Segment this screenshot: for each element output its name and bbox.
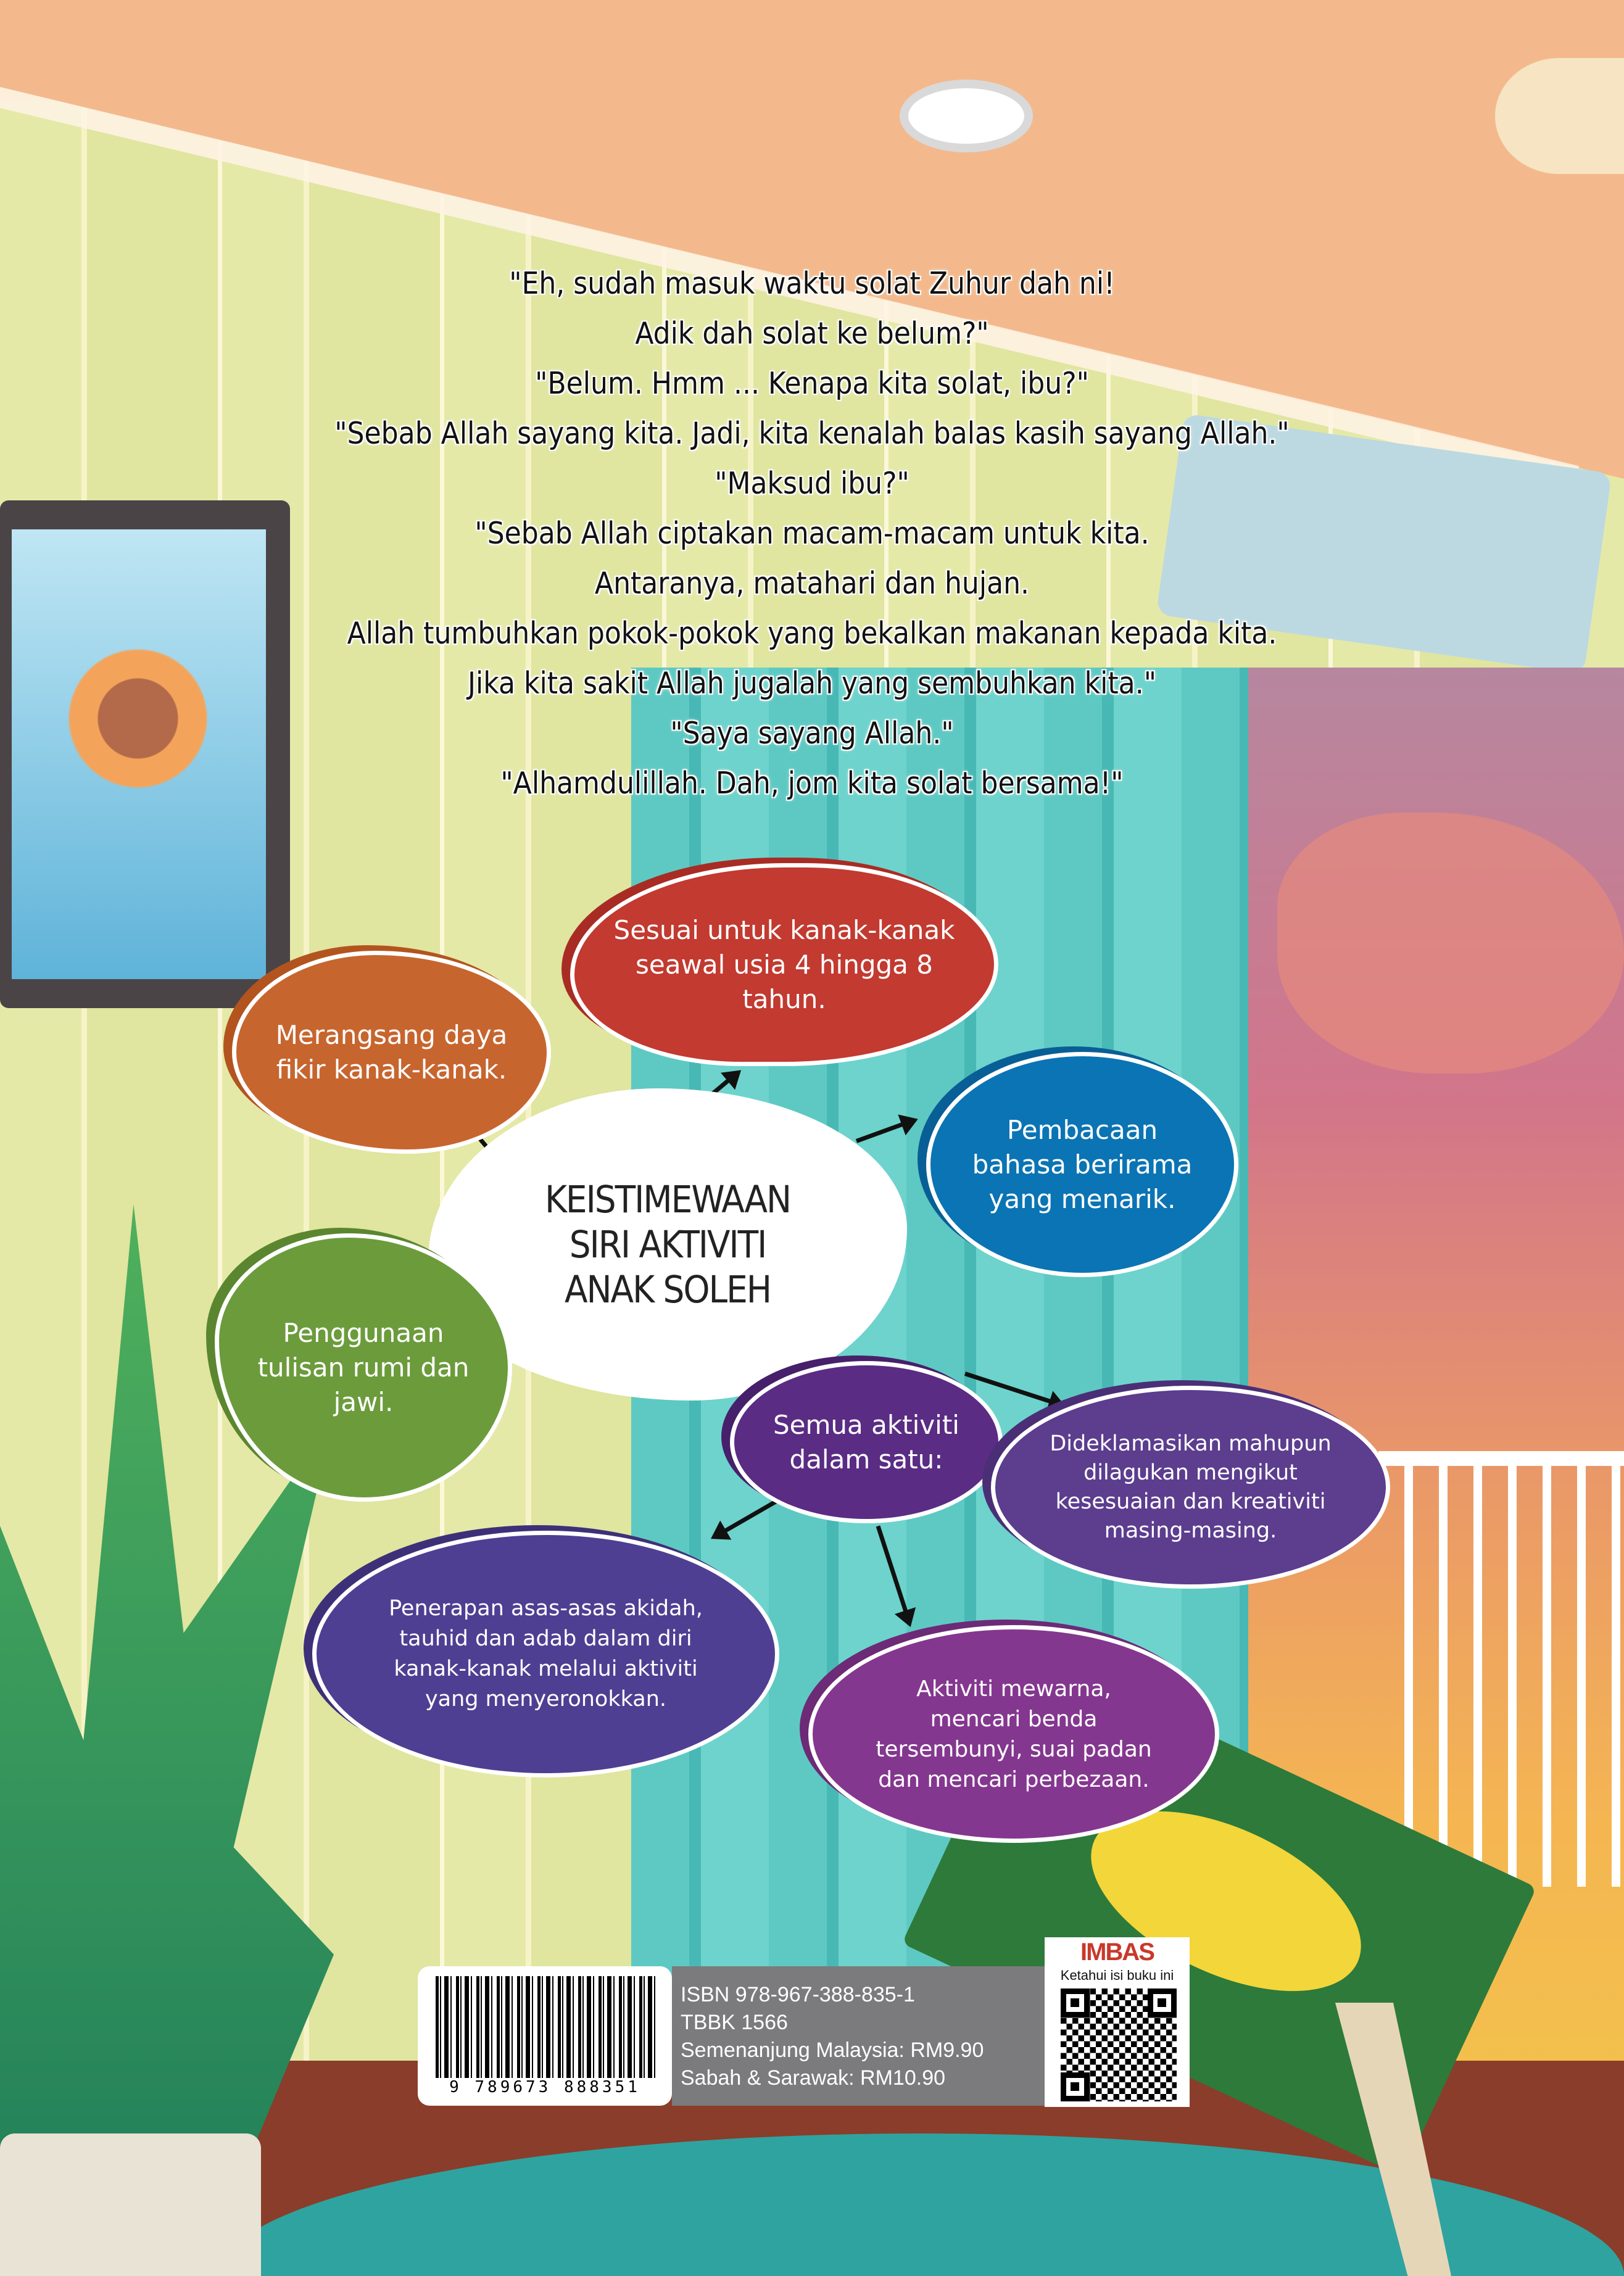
feature-text: Aktiviti mewarna, mencari benda tersembunyi, suai padan dan mencari perbezaan. — [876, 1676, 1152, 1792]
barcode — [436, 1976, 657, 2078]
qr-code-icon[interactable] — [1061, 1988, 1177, 2101]
features-title-line: KEISTIMEWAAN — [544, 1177, 791, 1222]
tbbk: TBBK 1566 — [681, 2011, 788, 2034]
feature-activities — [808, 1625, 1219, 1843]
story-line: Antaranya, matahari dan hujan. — [594, 566, 1030, 601]
feature-text: Merangsang daya fikir kanak-kanak. — [275, 1019, 508, 1085]
features-title-line: SIRI AKTIVITI — [569, 1222, 766, 1267]
story-line: Adik dah solat ke belum?" — [635, 316, 989, 351]
book-info-panel — [672, 1966, 1045, 2106]
story-text — [0, 259, 1624, 808]
qr-finder-icon — [1061, 1988, 1090, 2017]
balcony-railing — [1378, 1451, 1624, 1887]
story-line: "Belum. Hmm ... Kenapa kita solat, ibu?" — [535, 366, 1089, 401]
barcode-digits: 9 789673 888351 — [449, 2078, 640, 2096]
isbn: ISBN 978-967-388-835-1 — [681, 1983, 915, 2006]
plant-pot — [0, 2133, 261, 2276]
qr-subtitle: Ketahui isi buku ini — [1060, 1968, 1174, 1983]
features-title-line: ANAK SOLEH — [564, 1267, 771, 1312]
story-line: "Maksud ibu?" — [715, 466, 909, 501]
lamp — [1495, 58, 1624, 174]
story-line: "Saya sayang Allah." — [670, 716, 954, 751]
qr-finder-icon — [1061, 2072, 1090, 2101]
qr-finder-icon — [1148, 1988, 1177, 2017]
feature-all-in-one — [730, 1361, 1003, 1523]
feature-recital — [991, 1386, 1390, 1589]
story-line: Jika kita sakit Allah jugalah yang sembuhkan kita." — [468, 666, 1156, 701]
feature-text: Dideklamasikan mahupun dilagukan mengikut kesesuaian dan kreativiti masing-masing. — [1050, 1431, 1332, 1543]
feature-rhyming — [926, 1052, 1238, 1277]
feature-text: Semua aktiviti dalam satu: — [773, 1409, 959, 1475]
story-line: "Eh, sudah masuk waktu solat Zuhur dah ni! — [509, 266, 1115, 301]
feature-text: Pembacaan bahasa berirama yang menarik. — [972, 1114, 1193, 1214]
price-peninsular: Semenanjung Malaysia: RM9.90 — [681, 2038, 984, 2062]
feature-text: Penerapan asas-asas akidah, tauhid dan adab dalam diri kanak-kanak melalui aktiviti yang menyeronokkan. — [389, 1596, 703, 1711]
story-line: Allah tumbuhkan pokok-pokok yang bekalkan makanan kepada kita. — [347, 616, 1277, 651]
ceiling-light — [900, 80, 1033, 152]
feature-text: Sesuai untuk kanak-kanak seawal usia 4 hingga 8 tahun. — [613, 914, 955, 1014]
qr-title: IMBAS — [1080, 1939, 1154, 1966]
story-line: "Sebab Allah ciptakan macam-macam untuk kita. — [474, 516, 1150, 551]
feature-values — [312, 1531, 779, 1777]
story-line: "Alhamdulillah. Dah, jom kita solat bersama!" — [500, 766, 1124, 801]
story-line: "Sebab Allah sayang kita. Jadi, kita kenalah balas kasih sayang Allah." — [334, 416, 1290, 451]
feature-text: Penggunaan tulisan rumi dan jawi. — [257, 1317, 470, 1417]
price-east: Sabah & Sarawak: RM10.90 — [681, 2066, 946, 2090]
